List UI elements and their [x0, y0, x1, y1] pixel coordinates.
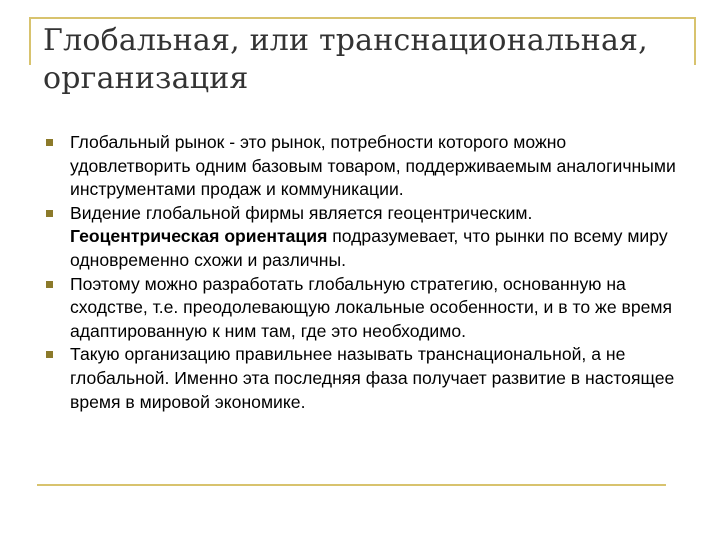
- bullet-text: Поэтому можно разработать глобальную стратегию, основанную на сходстве, т.е. преодолевающую локальные особенности, и в то же время адаптированную к ним там, где это необходимо.: [70, 273, 673, 341]
- bullet-item: [44, 202, 684, 273]
- frame-bottom-line: [37, 484, 666, 486]
- frame-right-line: [694, 17, 696, 65]
- bullet-bold-term: Геоцентрическая ориентация: [70, 226, 328, 247]
- bullet-text: Такую организацию правильнее называть транснациональной, а не глобальной. Именно эта последняя фаза получает развитие в настоящее время в мировой экономике.: [70, 344, 675, 412]
- square-bullet-icon: [46, 210, 53, 217]
- square-bullet-icon: [46, 281, 53, 288]
- square-bullet-icon: [46, 139, 53, 146]
- frame-top-line: [29, 17, 696, 19]
- slide-title: Глобальная, или транснациональная, организация: [43, 23, 648, 96]
- bullet-item: [44, 131, 684, 202]
- bullet-text: Глобальный рынок - это рынок, потребности которого можно удовлетворить одним базовым товаром, поддерживаемым аналогичными инструментами продаж и коммуникации.: [70, 132, 676, 200]
- bullet-text-continued: подразумевает, что рынки по всему миру одновременно схожи и различны.: [70, 226, 668, 270]
- bullet-list: [44, 131, 684, 414]
- bullet-item: [44, 273, 684, 344]
- square-bullet-icon: [46, 351, 53, 358]
- frame-left-line: [29, 17, 31, 65]
- bullet-item: [44, 343, 684, 414]
- bullet-text: Видение глобальной фирмы является геоцентрическим.: [70, 202, 533, 223]
